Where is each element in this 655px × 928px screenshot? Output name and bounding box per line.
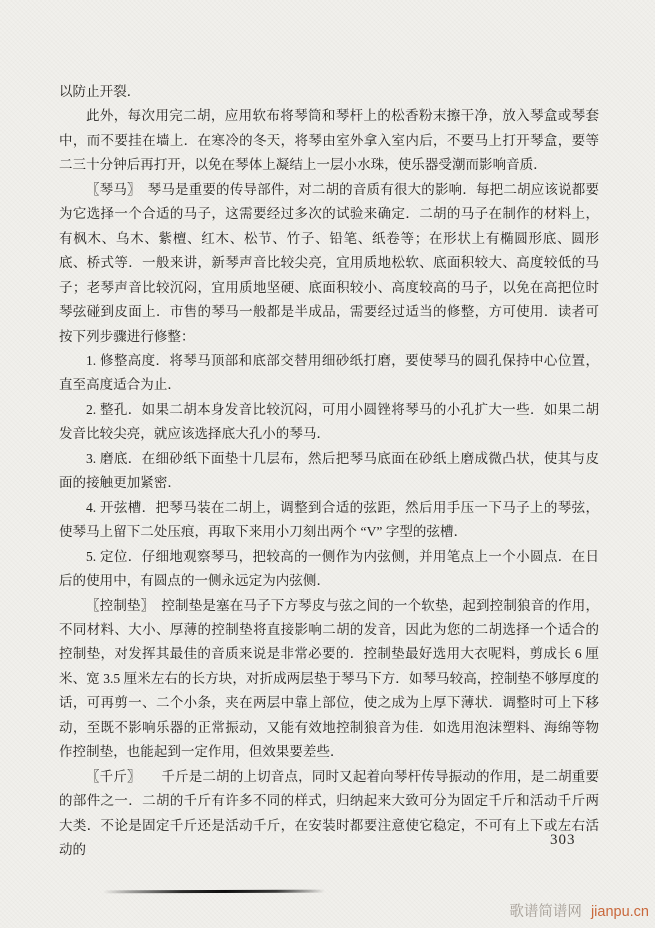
scan-artifact-line — [103, 890, 325, 894]
paragraph-continuation: 以防止开裂． — [59, 84, 141, 99]
paragraph-step-1: 1. 修整高度．将琴马顶部和底部交替用细砂纸打磨，要使琴马的圆孔保持中心位置，直至高度适合为止． — [59, 352, 599, 393]
paragraph-section-qianjin: 〖千斤〗 千斤是二胡的上切音点，同时又起着向琴杆传导振动的作用，是二胡重要的部件之一．二胡的千斤有许多不同的样式，归纳起来大致可分为固定千斤和活动千斤两大类．不论是固定千斤还是活动千斤，在安装时都要注意使它稳定，不可有上下或左右活动的 — [59, 768, 599, 858]
paragraph-care-instructions: 此外，每次用完二胡，应用软布将琴筒和琴杆上的松香粉末擦干净，放入琴盒或琴套中，而不要挂在墙上．在寒冷的冬天，将琴由室外拿入室内后，不要马上打开琴盒，要等二三十分钟后再打开，以免在琴体上凝结上一层小水珠，使乐器受潮而影响音质． — [59, 108, 599, 173]
paragraph-section-qinma: 〖琴马〗 琴马是重要的传导部件，对二胡的音质有很大的影响．每把二胡应该说都要为它选择一个合适的马子，这需要经过多次的试验来确定．二胡的马子在制作的材料上，有枫木、乌木、紫檀、红木、松节、竹子、铅笔、纸卷等；在形状上有椭圆形底、圆形底、桥式等．一般来讲，新琴声音比较尖亮，宜用质地松软、底面积较大、高度较低的马子；老琴声音比较沉闷，宜用质地坚硬、底面积较小、高度较高的马子，以免在高把位时琴弦碰到皮面上．市售的琴马一般都是半成品，需要经过适当的修整，方可使用．读者可按下列步骤进行修整： — [59, 181, 599, 344]
watermark-site-name: 歌谱简谱网 — [509, 904, 582, 920]
watermark-site-url: jianpu.cn — [590, 904, 649, 920]
paragraph-step-4: 4. 开弦槽．把琴马装在二胡上，调整到合适的弦距，然后用手压一下马子上的琴弦，使琴马上留下二处压痕，再取下来用小刀刻出两个 “V” 字型的弦槽． — [59, 499, 599, 540]
paragraph-step-3: 3. 磨底．在细砂纸下面垫十几层布，然后把琴马底面在砂纸上磨成微凸状，使其与皮面的接触更加紧密． — [59, 450, 599, 491]
watermark — [509, 900, 649, 921]
page-text-column — [59, 80, 599, 863]
paragraph-step-5: 5. 定位．仔细地观察琴马，把较高的一侧作为内弦侧，并用笔点上一个小圆点．在日后的使用中，有圆点的一侧永远定为内弦侧． — [59, 548, 599, 589]
paragraph-step-2: 2. 整孔．如果二胡本身发音比较沉闷，可用小圆锉将琴马的小孔扩大一些．如果二胡发音比较尖亮，就应该选择底大孔小的琴马． — [59, 401, 599, 442]
page-number: 303 — [550, 832, 576, 848]
paragraph-section-kongzhidian: 〖控制垫〗 控制垫是塞在马子下方琴皮与弦之间的一个软垫，起到控制狼音的作用，不同材料、大小、厚薄的控制垫将直接影响二胡的发音，因此为您的二胡选择一个适合的控制垫，对发挥其最佳的音质来说是非常必要的．控制垫最好选用大衣呢料，剪成长 6 厘米、宽 3.5 厘米左右的长方块，对折成两层垫于琴马下方．如琴马较高，控制垫不够厚度的话，可再剪一、二个小条，夹在两层中靠上部位，使之成为上厚下薄状．调整时可上下移动，至既不影响乐器的正常振动，又能有效地控制狼音为佳．如选用泡沫塑料、海绵等物作控制垫，也能起到一定作用，但效果要差些． — [59, 597, 599, 760]
